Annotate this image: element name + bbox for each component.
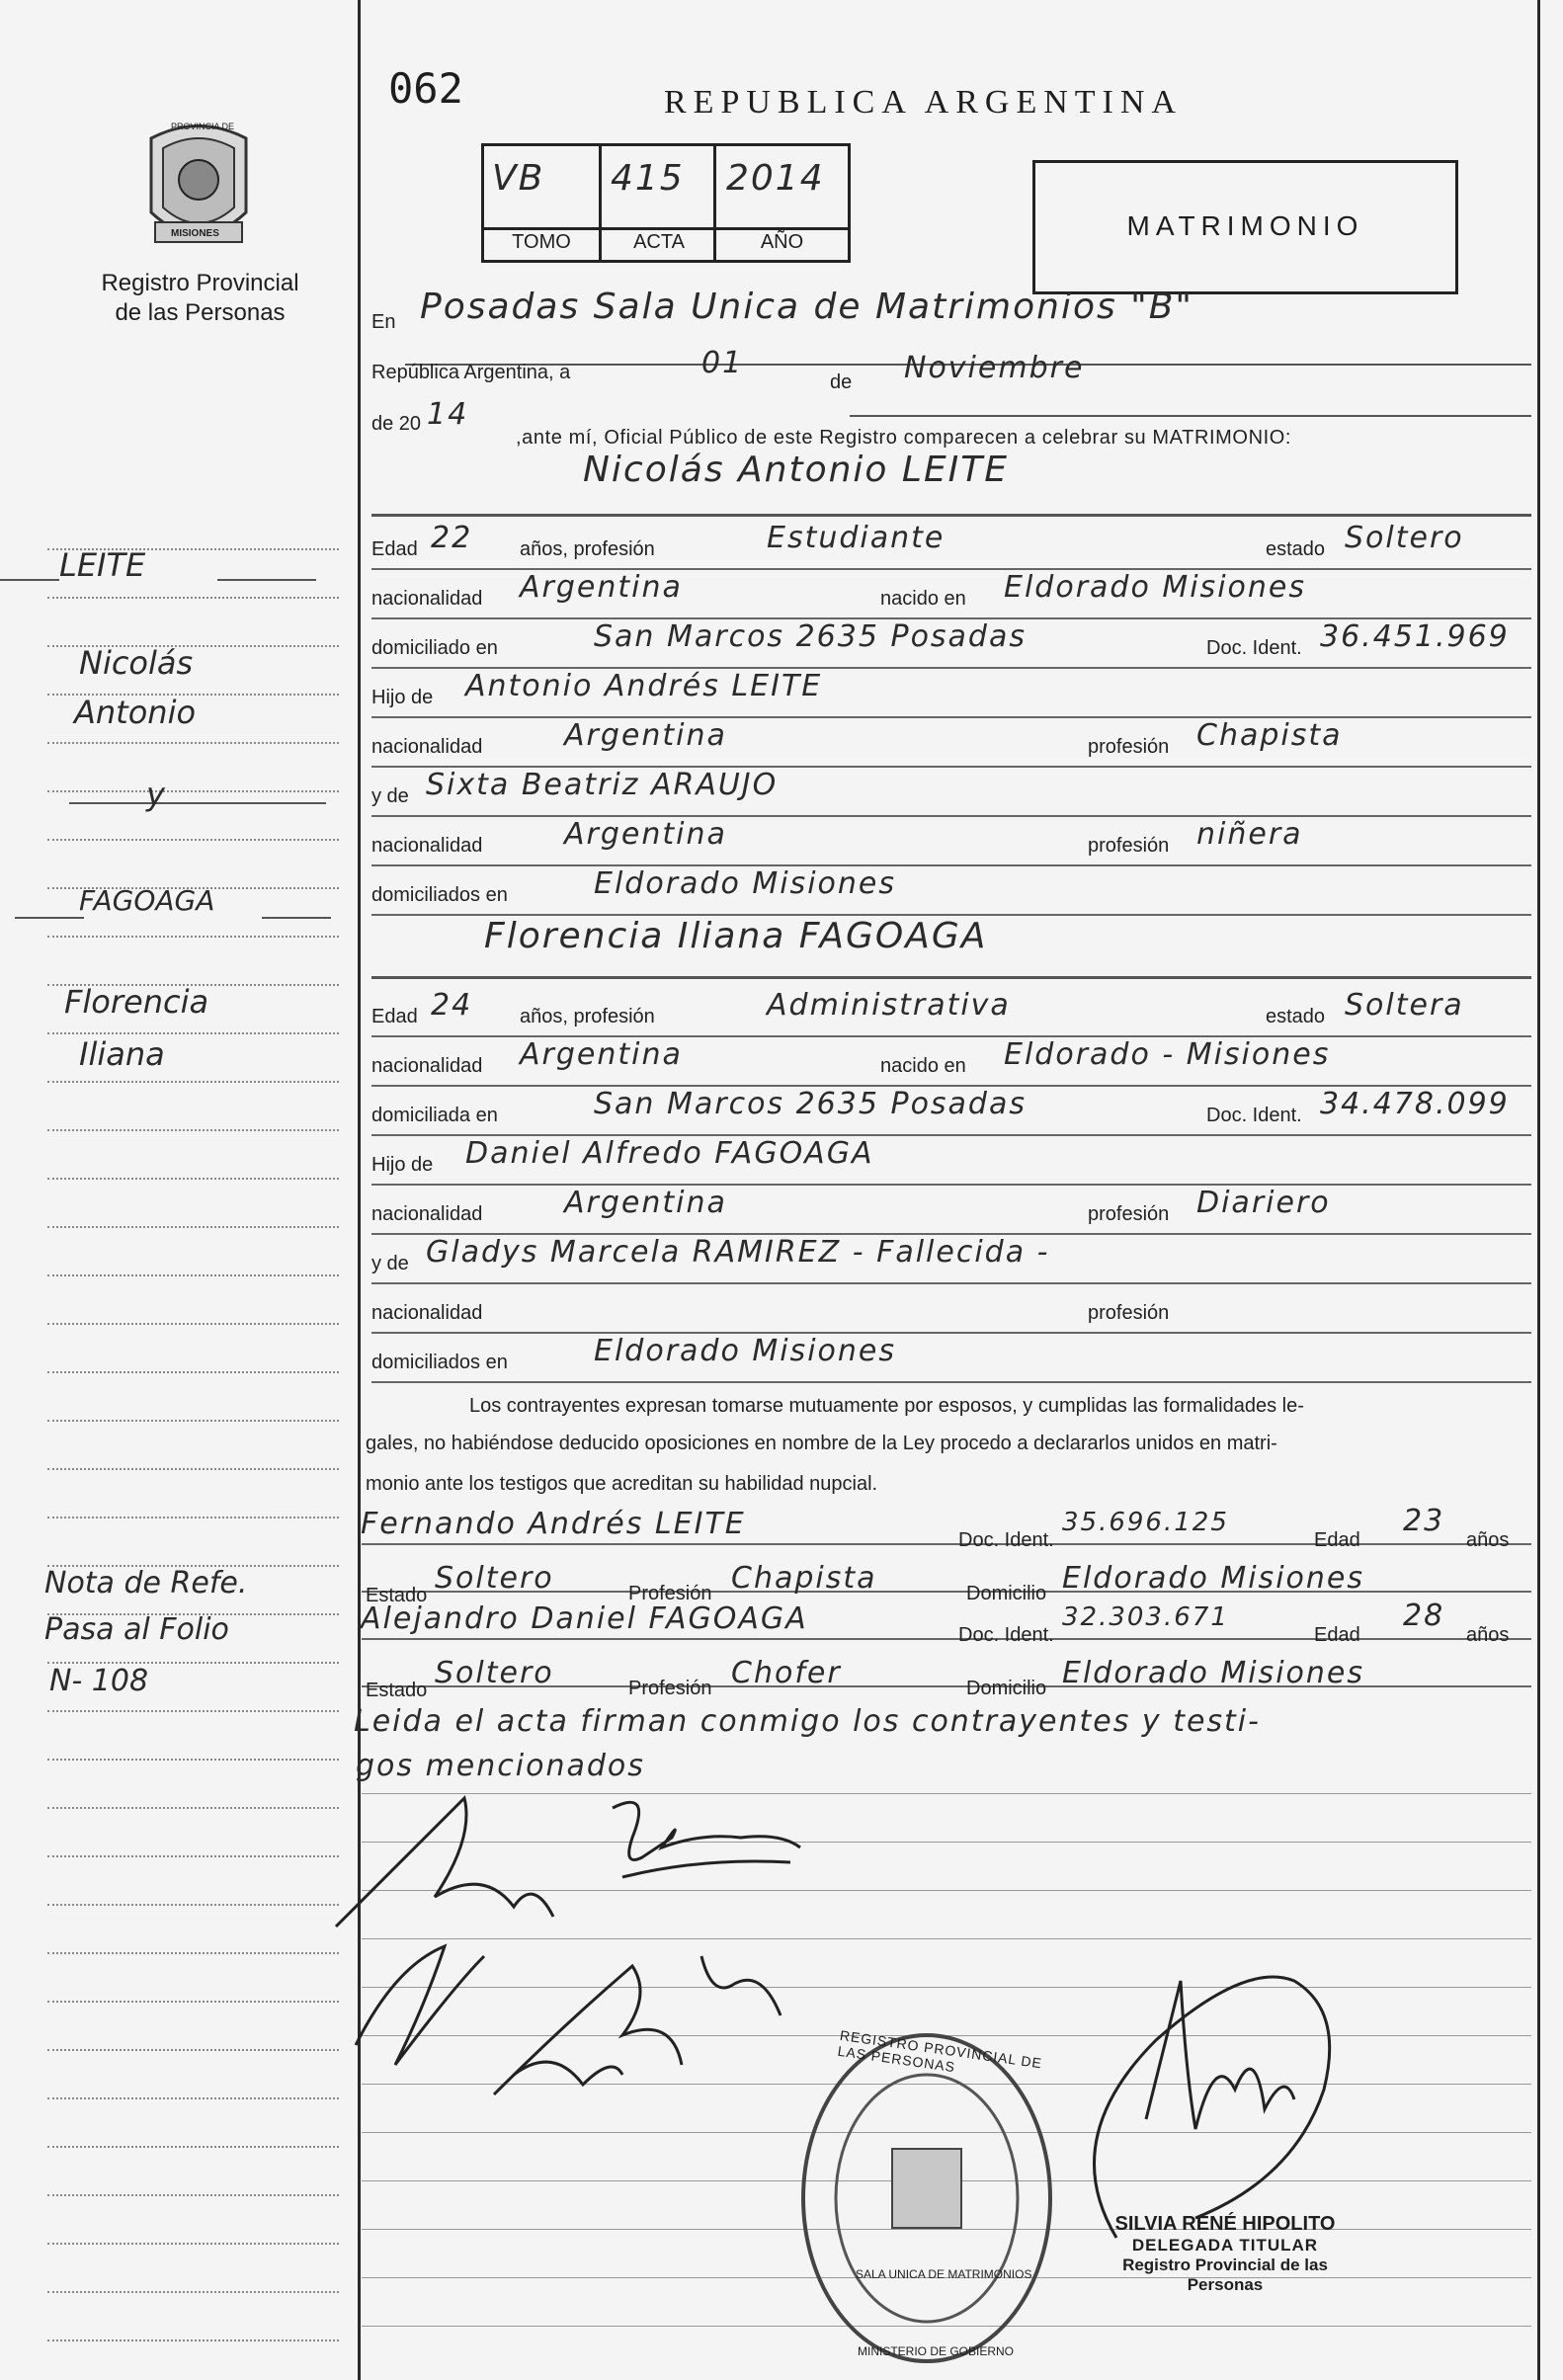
de-label: de — [830, 371, 853, 393]
groom-madre-nac: Argentina — [564, 817, 727, 852]
margin-line — [47, 1371, 339, 1373]
witness-edad: 28 — [1403, 1599, 1445, 1633]
groom-estado-label: estado — [1266, 538, 1326, 560]
bride-padres-dom: Eldorado Misiones — [594, 1334, 896, 1368]
reference-table — [481, 143, 851, 263]
bride-nacido: Eldorado - Misiones — [1004, 1037, 1331, 1072]
stamp-bottom: MINISTERIO DE GOBIERNO — [858, 2344, 1015, 2358]
groom-dom-label: domiciliado en — [371, 637, 498, 659]
witness-estado: Soltero — [435, 1561, 554, 1596]
margin-line — [47, 1178, 339, 1180]
witness-estado-label: Estado — [366, 1585, 428, 1606]
margin-line — [47, 1468, 339, 1470]
witness-doc: 32.303.671 — [1062, 1602, 1229, 1632]
margin-bride-name-1: Florencia — [64, 983, 209, 1021]
row-line — [371, 1282, 1531, 1284]
margin-stroke — [262, 917, 331, 919]
month-value: Noviembre — [904, 351, 1085, 385]
witness-estado-label: Estado — [366, 1680, 428, 1701]
acta-label: ACTA — [633, 231, 685, 253]
row-line — [371, 864, 1531, 866]
bride-edad-label: Edad — [371, 1006, 418, 1027]
margin-line — [47, 2291, 339, 2293]
margin-bride-name-2: Iliana — [79, 1035, 165, 1073]
bride-edad: 24 — [431, 988, 473, 1023]
seal-text-top: PROVINCIA DE — [171, 122, 235, 131]
margin-line — [47, 1226, 339, 1228]
declaration-line-2: gales, no habiéndose deducido oposiciones en nombre de la Ley procedo a declararlos unidos en matri- — [366, 1433, 1277, 1454]
witness-edad-label: Edad — [1314, 1624, 1360, 1646]
anio-value: 2014 — [726, 158, 825, 199]
bride-doc: 34.478.099 — [1320, 1087, 1510, 1121]
republic-title: REPUBLICA ARGENTINA — [664, 84, 1183, 121]
bride-profesion: Administrativa — [767, 988, 1011, 1023]
bride-padre-prof-label: profesión — [1088, 1203, 1170, 1225]
witness-doc-label: Doc. Ident. — [958, 1529, 1054, 1551]
groom-nacionalidad: Argentina — [520, 570, 683, 605]
registry-line-2: de las Personas — [115, 299, 286, 326]
margin-bride-surname: FAGOAGA — [79, 884, 215, 917]
groom-madre: Sixta Beatriz ARAUJO — [426, 768, 779, 802]
margin-stroke — [15, 917, 84, 919]
official-name: SILVIA RENÉ HIPOLITO — [1114, 2213, 1336, 2235]
right-rule — [1537, 0, 1540, 2380]
margin-line — [47, 1323, 339, 1325]
row-line — [371, 1184, 1531, 1186]
year-prefix: de 20 — [371, 413, 422, 435]
en-label: En — [371, 311, 396, 333]
bride-domicilio: San Marcos 2635 Posadas — [594, 1087, 1027, 1121]
bride-estado-label: estado — [1266, 1006, 1326, 1027]
groom-doc: 36.451.969 — [1320, 619, 1510, 654]
bride-name: Florencia Iliana FAGOAGA — [484, 916, 988, 956]
acta-value: 415 — [611, 158, 685, 199]
witness-name: Alejandro Daniel FAGOAGA — [361, 1601, 808, 1636]
witness-dom-label: Domicilio — [966, 1678, 1047, 1699]
row-line — [371, 1332, 1531, 1334]
groom-padre-prof: Chapista — [1196, 718, 1343, 753]
margin-line — [47, 2001, 339, 2003]
stamp-inner: SALA UNICA DE MATRIMONIOS — [856, 2267, 1032, 2281]
margin-line — [47, 1129, 339, 1131]
bride-hijo-label: Hijo de — [371, 1154, 434, 1176]
margin-groom-name-1: Nicolás — [79, 644, 194, 682]
act-type: MATRIMONIO — [1126, 210, 1364, 241]
groom-padre-nac-label: nacionalidad — [371, 736, 483, 758]
signature-witnesses — [336, 1927, 850, 2164]
margin-line — [47, 1274, 339, 1276]
groom-madre-nac-label: nacionalidad — [371, 835, 483, 857]
bride-madre-nac-label: nacionalidad — [371, 1302, 483, 1324]
day-value: 01 — [701, 346, 744, 380]
margin-line — [47, 2339, 339, 2341]
bride-estado: Soltera — [1345, 988, 1464, 1023]
margin-groom-surname: LEITE — [59, 546, 146, 584]
margin-line — [47, 839, 339, 841]
margin-note-3: N- 108 — [49, 1664, 149, 1698]
groom-yde-label: y de — [371, 785, 409, 807]
bride-padre-nac: Argentina — [564, 1186, 727, 1220]
witness-profesion: Chofer — [731, 1656, 842, 1690]
margin-line — [47, 1710, 339, 1712]
margin-line — [47, 2097, 339, 2099]
groom-edad: 22 — [431, 521, 473, 555]
margin-note-2: Pasa al Folio — [44, 1612, 229, 1647]
witness-domicilio: Eldorado Misiones — [1062, 1561, 1364, 1596]
witness-anios-label: años — [1466, 1624, 1510, 1646]
closing-text-1: Leida el acta firman conmigo los contrayentes y testi- — [354, 1704, 1261, 1739]
groom-padre: Antonio Andrés LEITE — [465, 669, 823, 703]
groom-nacido-label: nacido en — [880, 588, 966, 610]
groom-doc-label: Doc. Ident. — [1206, 637, 1302, 659]
official-stamp — [798, 2026, 1055, 2371]
official-signature-block — [1087, 2213, 1363, 2295]
groom-estado: Soltero — [1345, 521, 1464, 555]
groom-madre-prof: niñera — [1196, 817, 1303, 852]
margin-line — [47, 1904, 339, 1906]
margin-line — [47, 2243, 339, 2245]
closing-text-2: gos mencionados — [356, 1749, 645, 1783]
bride-madre-prof-label: profesión — [1088, 1302, 1170, 1324]
bride-padre: Daniel Alfredo FAGOAGA — [465, 1136, 874, 1171]
bride-nac-label: nacionalidad — [371, 1055, 483, 1077]
row-line — [371, 1381, 1531, 1383]
row-line — [371, 815, 1531, 817]
province-seal — [143, 119, 254, 252]
groom-name: Nicolás Antonio LEITE — [583, 450, 1010, 490]
tomo-label: TOMO — [512, 231, 571, 253]
bride-anios-prof-label: años, profesión — [520, 1006, 655, 1027]
groom-anios-prof-label: años, profesión — [520, 538, 655, 560]
margin-line — [47, 2146, 339, 2148]
groom-padre-nac: Argentina — [564, 718, 727, 753]
signature-official — [998, 1922, 1393, 2248]
witness-edad-label: Edad — [1314, 1529, 1360, 1551]
margin-line — [47, 1807, 339, 1809]
margin-stroke — [0, 579, 59, 581]
margin-line — [47, 1081, 339, 1083]
row-line — [371, 716, 1531, 718]
margin-line — [47, 790, 339, 792]
groom-edad-label: Edad — [371, 538, 418, 560]
official-title: DELEGADA TITULAR — [1131, 2236, 1319, 2255]
witness-prof-label: Profesión — [628, 1583, 712, 1604]
witness-estado: Soltero — [435, 1656, 554, 1690]
bride-nacionalidad: Argentina — [520, 1037, 683, 1072]
groom-madre-prof-label: profesión — [1088, 835, 1170, 857]
margin-stroke — [69, 802, 326, 804]
margin-line — [47, 1759, 339, 1761]
witness-prof-label: Profesión — [628, 1678, 712, 1699]
margin-line — [47, 1032, 339, 1034]
seal-text-bottom: MISIONES — [171, 228, 219, 239]
registry-name — [59, 269, 341, 328]
line — [850, 415, 1531, 417]
groom-padres-dom-label: domiciliados en — [371, 884, 508, 906]
bride-name-line — [371, 976, 1531, 979]
groom-name-line — [371, 514, 1531, 517]
registry-line-1: Registro Provincial — [101, 270, 299, 296]
witness-name: Fernando Andrés LEITE — [361, 1507, 746, 1541]
official-org: Registro Provincial de las Personas — [1122, 2256, 1328, 2294]
bride-dom-label: domiciliada en — [371, 1105, 498, 1126]
groom-padres-dom: Eldorado Misiones — [594, 866, 896, 901]
witness-profesion: Chapista — [731, 1561, 877, 1596]
witness-dom-label: Domicilio — [966, 1583, 1047, 1604]
bride-doc-label: Doc. Ident. — [1206, 1105, 1302, 1126]
place-value: Posadas Sala Unica de Matrimonios "B" — [420, 287, 1193, 327]
margin-conjunction: y — [146, 776, 165, 813]
oficial-text: ,ante mí, Oficial Público de este Registro comparecen a celebrar su MATRIMONIO: — [516, 427, 1292, 449]
groom-domicilio: San Marcos 2635 Posadas — [594, 619, 1027, 654]
anio-label: AÑO — [760, 231, 804, 253]
groom-hijo-label: Hijo de — [371, 687, 434, 708]
table-divider — [484, 227, 848, 230]
margin-groom-name-2: Antonio — [74, 694, 197, 731]
margin-line — [47, 936, 339, 938]
groom-profesion: Estudiante — [767, 521, 946, 555]
witness-doc-label: Doc. Ident. — [958, 1624, 1054, 1646]
margin-line — [47, 1855, 339, 1857]
margin-stroke — [217, 579, 316, 581]
margin-line — [47, 1420, 339, 1422]
margin-line — [47, 1952, 339, 1954]
bride-yde-label: y de — [371, 1253, 409, 1274]
bride-padre-nac-label: nacionalidad — [371, 1203, 483, 1225]
act-type-box — [1032, 160, 1458, 294]
margin-line — [47, 742, 339, 744]
witness-anios-label: años — [1466, 1529, 1510, 1551]
form-number: 062 — [388, 64, 463, 113]
witness-edad: 23 — [1403, 1504, 1445, 1538]
republica-label: República Argentina, a — [371, 362, 571, 383]
witness-domicilio: Eldorado Misiones — [1062, 1656, 1364, 1690]
margin-line — [47, 2049, 339, 2051]
groom-nacido: Eldorado Misiones — [1004, 570, 1306, 605]
margin-line — [47, 597, 339, 599]
tomo-value: VB — [492, 158, 545, 199]
declaration-line-3: monio ante los testigos que acreditan su habilidad nupcial. — [366, 1473, 878, 1495]
groom-nac-label: nacionalidad — [371, 588, 483, 610]
margin-line — [47, 2194, 339, 2196]
bride-padre-prof: Diariero — [1196, 1186, 1331, 1220]
bride-padres-dom-label: domiciliados en — [371, 1352, 508, 1373]
declaration-line-1: Los contrayentes expresan tomarse mutuamente por esposos, y cumplidas las formalidades le- — [469, 1395, 1304, 1417]
margin-note-1: Nota de Refe. — [44, 1566, 248, 1600]
groom-padre-prof-label: profesión — [1088, 736, 1170, 758]
bride-nacido-label: nacido en — [880, 1055, 966, 1077]
year-value: 14 — [427, 397, 469, 432]
stamp-ring-top: REGISTRO PROVINCIAL DE LAS PERSONAS — [836, 2026, 1043, 2076]
margin-line — [47, 1517, 339, 1518]
bride-madre: Gladys Marcela RAMIREZ - Fallecida - — [426, 1235, 1050, 1270]
witness-doc: 35.696.125 — [1062, 1508, 1229, 1537]
